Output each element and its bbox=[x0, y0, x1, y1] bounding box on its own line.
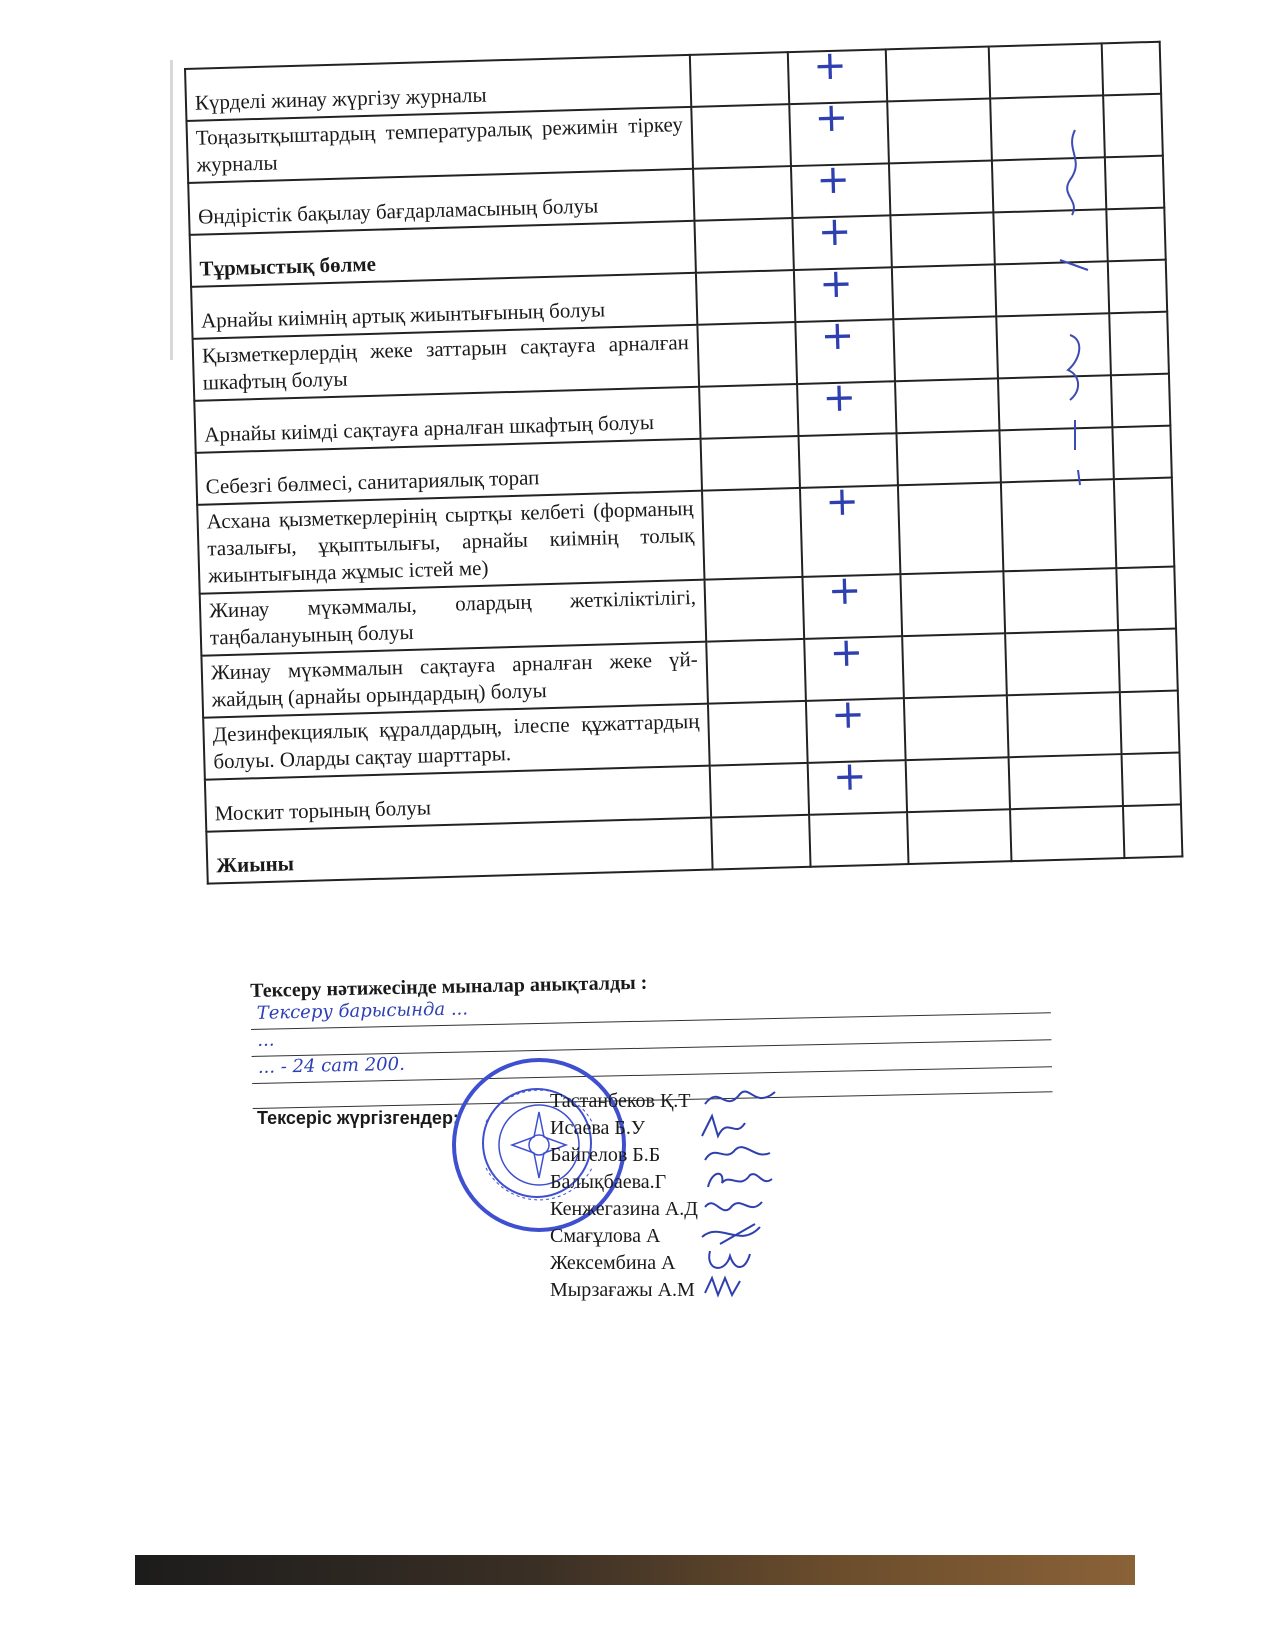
checklist-cell bbox=[694, 218, 793, 273]
checklist-cell bbox=[704, 577, 804, 642]
checklist-item-label: Арнайы киімді сақтауға арналған шкафтың болуы bbox=[194, 387, 700, 453]
checklist-cell bbox=[904, 695, 1009, 760]
checklist-cell bbox=[907, 809, 1011, 864]
checklist-cell bbox=[809, 812, 908, 867]
inspector-name: Байгелов Б.Б bbox=[550, 1144, 661, 1166]
checkmark-plus: + bbox=[812, 42, 848, 90]
checkmark-plus: + bbox=[830, 691, 866, 739]
inspector-name: Тастанбеков Қ.Т bbox=[550, 1090, 691, 1112]
checklist-cell bbox=[1003, 568, 1118, 633]
signature-icon bbox=[700, 1084, 780, 1114]
inspector-name: Мырзағажы А.М bbox=[550, 1279, 695, 1301]
checklist-cell bbox=[708, 701, 808, 766]
checklist-cell bbox=[1114, 478, 1174, 569]
checklist-cell bbox=[1111, 374, 1170, 428]
checklist-cell bbox=[902, 633, 1007, 698]
checklist-cell bbox=[887, 99, 992, 164]
inspector-row bbox=[550, 1277, 698, 1304]
checklist-cell bbox=[808, 753, 907, 815]
checklist-table-wrapper bbox=[184, 41, 1160, 997]
checklist-cell bbox=[890, 212, 994, 267]
checklist-item-label: Жинау мүкәммалы, олардың жеткіліктілігі, таңбалануының болуы bbox=[200, 580, 707, 656]
finding-line: ... - 24 сат 200. bbox=[252, 1040, 1052, 1084]
inspector-name: Кенжегазина А.Д bbox=[550, 1198, 698, 1220]
checklist-cell bbox=[702, 488, 802, 580]
checklist-cell bbox=[699, 384, 798, 439]
inspector-row bbox=[550, 1088, 698, 1115]
signature-icon bbox=[700, 1273, 780, 1303]
checklist-cell bbox=[691, 104, 791, 169]
inspector-name: Смағұлова А bbox=[550, 1225, 661, 1247]
inspector-row bbox=[550, 1196, 698, 1223]
checklist-section-label: Жиыны bbox=[206, 818, 712, 884]
checkmark-plus: + bbox=[832, 753, 868, 801]
checklist-cell bbox=[892, 264, 996, 319]
checklist-cell bbox=[889, 160, 993, 215]
checkmark-plus: + bbox=[824, 478, 860, 526]
checklist-cell bbox=[710, 763, 809, 818]
checklist-item-label: Қызметкерлердің жеке заттарын сақтауға арналған шкафтың болуы bbox=[193, 325, 700, 401]
checkmark-plus: + bbox=[817, 208, 852, 256]
checklist-cell bbox=[697, 322, 797, 387]
checklist-cell bbox=[1112, 426, 1171, 480]
signature-icon bbox=[700, 1219, 780, 1249]
checklist-item-label: Тоңазытқыштардың температуралық режимін тіркеу журналы bbox=[186, 107, 693, 183]
inspector-name: Жексембина А bbox=[550, 1252, 676, 1274]
checklist-cell bbox=[1007, 692, 1122, 757]
checkmark-plus: + bbox=[814, 94, 849, 142]
checklist-cell bbox=[797, 374, 896, 436]
checklist-cell bbox=[706, 639, 806, 704]
checklist-cell bbox=[1123, 804, 1182, 858]
checklist-cell bbox=[896, 430, 1000, 485]
inspector-row bbox=[550, 1142, 698, 1169]
inspector-row bbox=[550, 1115, 698, 1142]
inspectors-label: Тексеріс жүргізгендер: bbox=[257, 1108, 459, 1128]
checklist-cell bbox=[898, 482, 1003, 574]
checklist-item-label: Жинау мүкәммалын сақтауға арналған жеке үй-жайдың (арнайы орындардың) болуы bbox=[201, 642, 708, 718]
checklist-cell bbox=[989, 43, 1103, 98]
checkmark-plus: + bbox=[815, 156, 851, 204]
inspector-name: Балықбаева.Г bbox=[550, 1171, 667, 1193]
checklist-cell bbox=[1102, 42, 1161, 96]
checklist-cell bbox=[690, 52, 789, 107]
checklist-cell bbox=[1005, 630, 1120, 695]
scan-background bbox=[0, 0, 135, 1650]
signature-icon bbox=[700, 1111, 780, 1141]
checkmark-plus: + bbox=[827, 567, 863, 615]
checklist-cell bbox=[1106, 208, 1165, 262]
checklist-cell bbox=[1105, 156, 1164, 210]
checklist-item-label: Дезинфекциялық құралдардың, ілеспе құжаттардың болуы. Оларды сақтау шарттары. bbox=[203, 704, 710, 780]
checklist-cell bbox=[1109, 312, 1169, 376]
checklist-cell bbox=[900, 571, 1005, 636]
checklist-item-label: Асхана қызметкерлерінің сыртқы келбеті (форманың тазалығы, ұқыптылығы, арнайы киімнің толық жиынтығында жұмыс істей ме) bbox=[197, 491, 704, 594]
checklist-cell bbox=[1120, 690, 1180, 754]
findings-heading: Тексеру нәтижесінде мыналар анықталды : bbox=[250, 971, 648, 1002]
scan-bottom-strip bbox=[135, 1555, 1135, 1585]
checklist-cell bbox=[895, 378, 999, 433]
checklist-item-label: Арнайы киімнің артық жиынтығының болуы bbox=[191, 273, 697, 339]
checklist-cell bbox=[696, 270, 795, 325]
checkmark-plus: + bbox=[821, 374, 857, 422]
checkmark-plus: + bbox=[828, 629, 864, 677]
checklist-cell bbox=[711, 815, 810, 870]
margin-handwriting bbox=[1040, 120, 1100, 500]
checklist-cell bbox=[1103, 94, 1163, 158]
finding-line: Тексеру барысында ... bbox=[250, 986, 1050, 1030]
inspectors-list bbox=[550, 1088, 698, 1304]
checklist-cell bbox=[906, 757, 1010, 812]
checklist-section-label: Тұрмыстық бөлме bbox=[190, 221, 696, 287]
inspector-row bbox=[550, 1223, 698, 1250]
checklist-cell bbox=[1010, 806, 1124, 861]
checklist-cell bbox=[800, 478, 900, 577]
signature-icon bbox=[700, 1192, 780, 1222]
checkmark-plus: + bbox=[818, 260, 854, 308]
signature-icon bbox=[700, 1246, 780, 1276]
inspector-row bbox=[550, 1169, 698, 1196]
checklist-cell bbox=[886, 47, 990, 102]
checklist-item-label: Москит торының болуы bbox=[205, 766, 711, 832]
checklist-item-label: Өндірістік бақылау бағдарламасының болуы bbox=[188, 169, 694, 235]
checklist-cell bbox=[1009, 754, 1123, 809]
checklist-cell bbox=[1108, 260, 1167, 314]
checklist-cell bbox=[693, 166, 792, 221]
page-edge bbox=[170, 60, 173, 360]
checklist-cell bbox=[1122, 752, 1181, 806]
checklist-cell bbox=[701, 436, 800, 491]
checklist-table bbox=[184, 41, 1183, 885]
signature-icon bbox=[700, 1165, 780, 1195]
inspector-row bbox=[550, 1250, 698, 1277]
signature-icon bbox=[700, 1138, 780, 1168]
inspector-name: Исаева Б.У bbox=[550, 1117, 646, 1139]
checklist-cell bbox=[1116, 567, 1176, 631]
checklist-cell bbox=[1118, 629, 1178, 693]
checklist-item-label: Күрделі жинау жүргізу журналы bbox=[185, 55, 691, 121]
checklist-item-label: Себезгі бөлмесі, санитариялық торап bbox=[196, 439, 702, 505]
checkmark-plus: + bbox=[820, 312, 855, 360]
finding-line: ... bbox=[251, 1013, 1051, 1057]
checklist-cell bbox=[893, 316, 998, 381]
